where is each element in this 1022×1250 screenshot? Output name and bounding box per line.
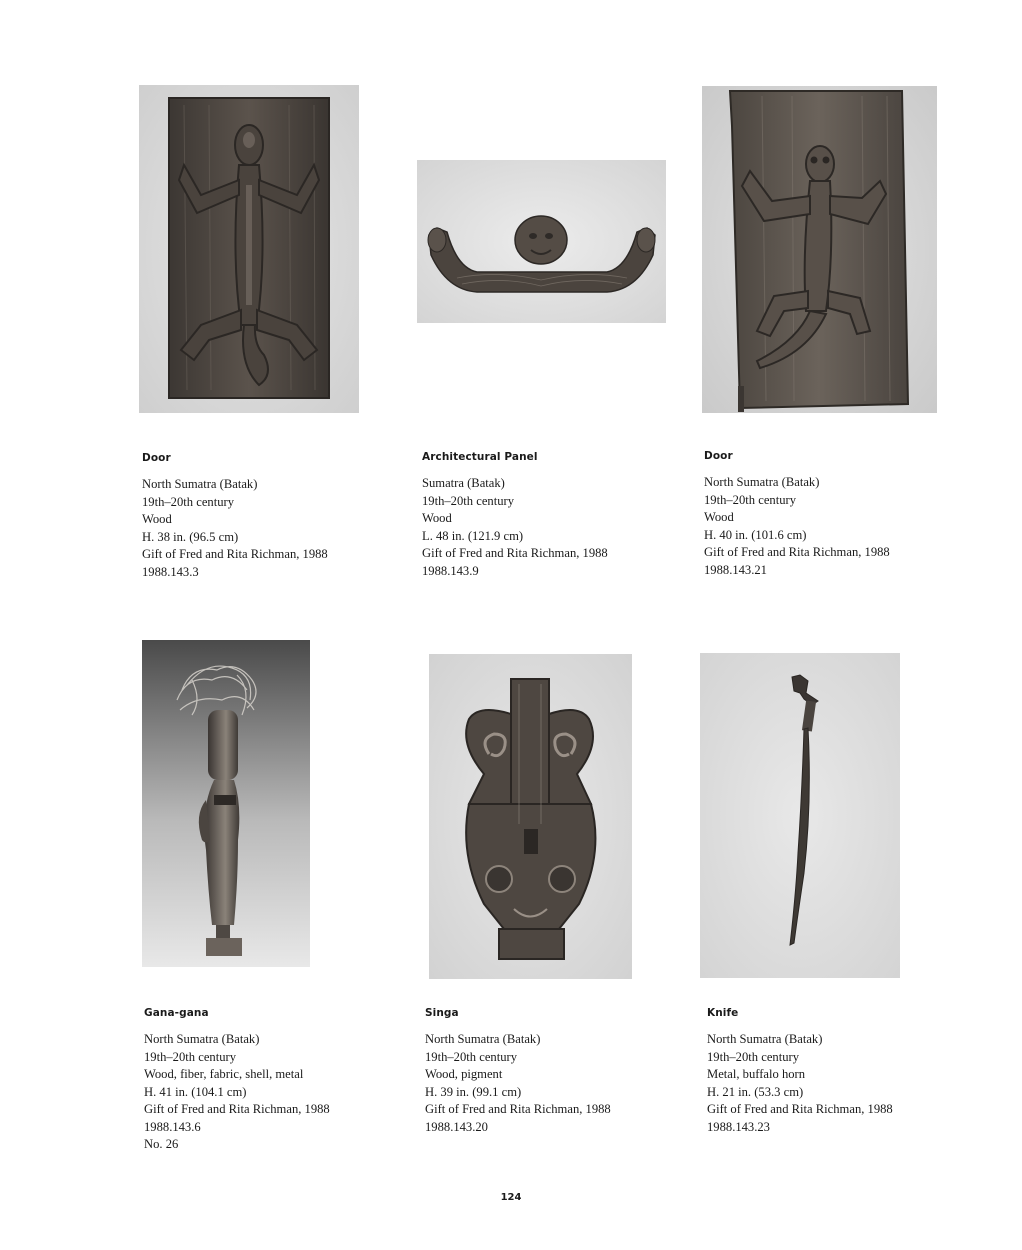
artwork-accession: 1988.143.23 xyxy=(707,1119,770,1134)
artwork-medium: Wood, fiber, fabric, shell, metal xyxy=(144,1067,304,1081)
artwork-dimensions: H. 40 in. (101.6 cm) xyxy=(704,527,807,542)
artwork-origin: North Sumatra (Batak) xyxy=(142,477,258,491)
artwork-origin: Sumatra (Batak) xyxy=(422,476,505,490)
artwork-date: 19th–20th century xyxy=(142,494,234,509)
artwork-medium: Wood xyxy=(422,511,452,525)
artwork-medium: Wood xyxy=(142,512,172,526)
artwork-caption xyxy=(704,450,974,579)
artwork-title: Door xyxy=(704,450,733,462)
artwork-title: Gana-gana xyxy=(144,1007,209,1019)
artwork-credit: Gift of Fred and Rita Richman, 1988 xyxy=(422,546,608,560)
artwork-dimensions: H. 41 in. (104.1 cm) xyxy=(144,1084,247,1099)
artwork-photo-gana-gana xyxy=(142,640,310,967)
artwork-caption xyxy=(425,1007,695,1136)
artwork-title: Door xyxy=(142,452,171,464)
artwork-accession: 1988.143.6 xyxy=(144,1119,201,1134)
artwork-credit: Gift of Fred and Rita Richman, 1988 xyxy=(144,1102,330,1116)
artwork-origin: North Sumatra (Batak) xyxy=(704,475,820,489)
artwork-date: 19th–20th century xyxy=(704,492,796,507)
artwork-photo-singa xyxy=(429,654,632,979)
artwork-accession: 1988.143.9 xyxy=(422,563,479,578)
artwork-credit: Gift of Fred and Rita Richman, 1988 xyxy=(142,547,328,561)
artwork-accession: 1988.143.21 xyxy=(704,562,767,577)
artwork-title: Singa xyxy=(425,1007,459,1019)
artwork-origin: North Sumatra (Batak) xyxy=(144,1032,260,1046)
artwork-dimensions: H. 38 in. (96.5 cm) xyxy=(142,529,239,544)
artwork-caption xyxy=(707,1007,977,1136)
artwork-dimensions: L. 48 in. (121.9 cm) xyxy=(422,528,524,543)
artwork-credit: Gift of Fred and Rita Richman, 1988 xyxy=(707,1102,893,1116)
artwork-photo-knife xyxy=(700,653,900,978)
artwork-catalogue-number: No. 26 xyxy=(144,1137,179,1151)
artwork-title: Knife xyxy=(707,1007,739,1019)
artwork-caption xyxy=(142,452,412,581)
artwork-origin: North Sumatra (Batak) xyxy=(425,1032,541,1046)
artwork-credit: Gift of Fred and Rita Richman, 1988 xyxy=(425,1102,611,1116)
artwork-date: 19th–20th century xyxy=(144,1049,236,1064)
page-number: 124 xyxy=(500,1192,522,1203)
artwork-date: 19th–20th century xyxy=(425,1049,517,1064)
artwork-caption xyxy=(422,451,692,580)
artwork-date: 19th–20th century xyxy=(422,493,514,508)
artwork-credit: Gift of Fred and Rita Richman, 1988 xyxy=(704,545,890,559)
artwork-photo-door-2 xyxy=(702,86,937,413)
artwork-accession: 1988.143.20 xyxy=(425,1119,488,1134)
artwork-dimensions: H. 39 in. (99.1 cm) xyxy=(425,1084,522,1099)
artwork-title: Architectural Panel xyxy=(422,451,538,463)
artwork-medium: Metal, buffalo horn xyxy=(707,1067,806,1081)
artwork-medium: Wood xyxy=(704,510,734,524)
artwork-photo-door-1 xyxy=(139,85,359,413)
artwork-photo-architectural-panel xyxy=(417,160,666,323)
artwork-medium: Wood, pigment xyxy=(425,1067,503,1081)
artwork-dimensions: H. 21 in. (53.3 cm) xyxy=(707,1084,804,1099)
artwork-caption xyxy=(144,1007,414,1154)
artwork-accession: 1988.143.3 xyxy=(142,564,199,579)
artwork-origin: North Sumatra (Batak) xyxy=(707,1032,823,1046)
artwork-date: 19th–20th century xyxy=(707,1049,799,1064)
